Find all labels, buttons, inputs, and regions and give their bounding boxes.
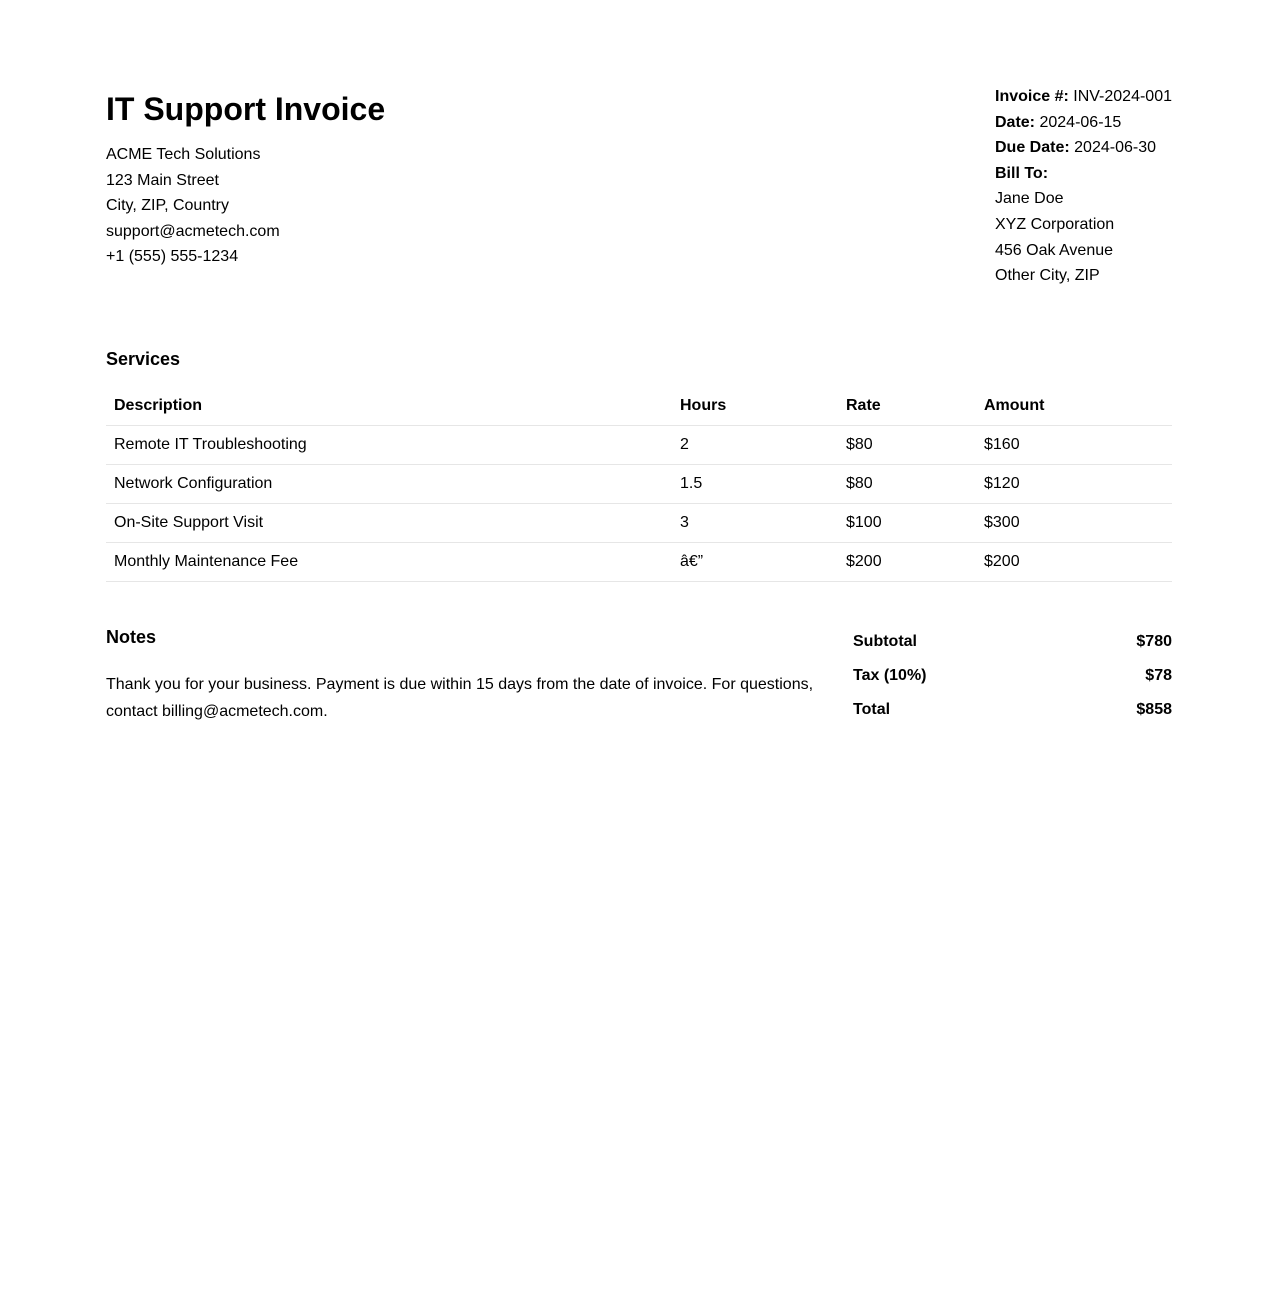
- cell-rate: $80: [838, 465, 976, 504]
- cell-hours: 3: [672, 504, 838, 543]
- company-phone: +1 (555) 555-1234: [106, 248, 239, 266]
- invoice-number: [995, 84, 1172, 110]
- cell-amount: $160: [976, 426, 1172, 465]
- cell-description: Monthly Maintenance Fee: [106, 543, 672, 582]
- total-row: [853, 699, 1172, 733]
- cell-rate: $200: [838, 543, 976, 582]
- company-email: support@acmetech.com: [106, 222, 280, 240]
- company-info: [106, 84, 385, 289]
- cell-hours: 1.5: [672, 465, 838, 504]
- due-date: [995, 135, 1172, 161]
- invoice-footer: [106, 626, 1172, 733]
- cell-amount: $300: [976, 504, 1172, 543]
- services-heading: Services: [106, 349, 181, 369]
- tax-label: Tax (10%): [853, 667, 927, 684]
- bill-to-heading: Bill To:: [995, 164, 1049, 182]
- cell-hours: 2: [672, 426, 838, 465]
- company-name: ACME Tech Solutions: [106, 146, 261, 163]
- table-row: [106, 465, 1172, 504]
- notes-heading: Notes: [106, 627, 157, 647]
- invoice-number-value: INV-2024-001: [1073, 88, 1172, 105]
- column-header-rate: Rate: [838, 387, 976, 426]
- due-date-label: Due Date:: [995, 139, 1070, 157]
- page-title: IT Support Invoice: [106, 91, 386, 127]
- invoice-meta: [995, 84, 1172, 289]
- subtotal-label: Subtotal: [853, 633, 917, 650]
- cell-amount: $200: [976, 543, 1172, 582]
- column-header-description: Description: [106, 387, 672, 426]
- total-value: $858: [1136, 701, 1172, 718]
- cell-amount: $120: [976, 465, 1172, 504]
- tax-row: [853, 665, 1172, 699]
- services-section: [106, 348, 1172, 582]
- cell-rate: $80: [838, 426, 976, 465]
- invoice-date-label: Date:: [995, 113, 1036, 131]
- tax-value: $78: [1145, 667, 1172, 684]
- notes-text: Thank you for your business. Payment is due within 15 days from the date of invoice. For questions, contact billing@acmetech.com.: [106, 676, 814, 720]
- notes-section: [106, 626, 821, 733]
- bill-to-label: [995, 161, 1172, 187]
- subtotal-row: [853, 631, 1172, 665]
- bill-to-line: XYZ Corporation: [995, 215, 1115, 233]
- due-date-value: 2024-06-30: [1074, 139, 1156, 157]
- column-header-amount: Amount: [976, 387, 1172, 426]
- invoice-header: [106, 84, 1172, 289]
- cell-description: On-Site Support Visit: [106, 504, 672, 543]
- bill-to-line: Other City, ZIP: [995, 267, 1100, 285]
- table-header-row: [106, 387, 1172, 426]
- table-row: [106, 426, 1172, 465]
- cell-description: Remote IT Troubleshooting: [106, 426, 672, 465]
- table-row: [106, 543, 1172, 582]
- table-row: [106, 504, 1172, 543]
- company-city: City, ZIP, Country: [106, 197, 229, 215]
- invoice-page: [106, 0, 1172, 720]
- totals-section: [853, 631, 1172, 733]
- subtotal-value: $780: [1136, 633, 1172, 650]
- cell-description: Network Configuration: [106, 465, 672, 504]
- invoice-number-label: Invoice #:: [995, 88, 1069, 105]
- bill-to-line: Jane Doe: [995, 190, 1064, 208]
- invoice-date: [995, 110, 1172, 136]
- cell-rate: $100: [838, 504, 976, 543]
- services-table: [106, 387, 1172, 582]
- invoice-date-value: 2024-06-15: [1039, 113, 1122, 131]
- total-label: Total: [853, 701, 891, 718]
- column-header-hours: Hours: [672, 387, 838, 426]
- cell-hours: â€”: [672, 543, 838, 582]
- bill-to-line: 456 Oak Avenue: [995, 241, 1114, 259]
- company-street: 123 Main Street: [106, 171, 219, 189]
